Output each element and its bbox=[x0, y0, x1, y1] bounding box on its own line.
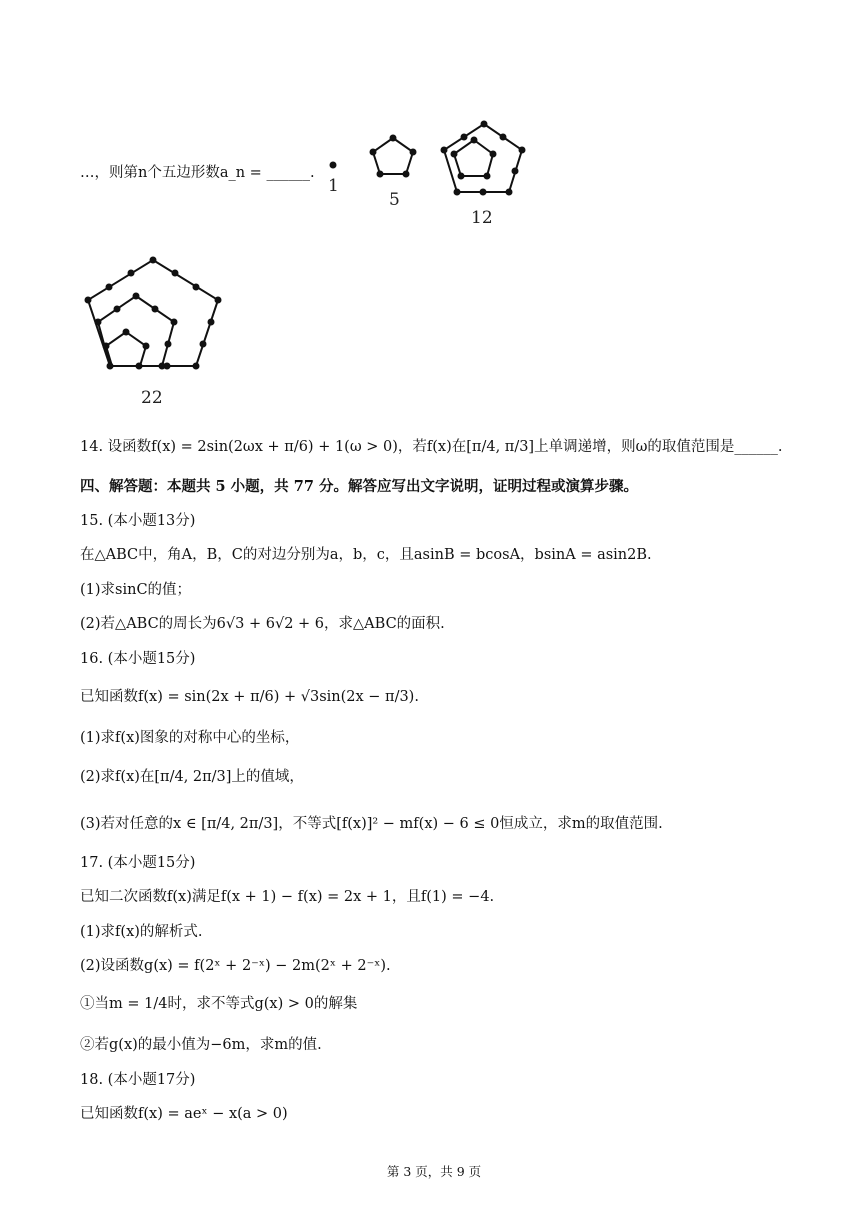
q13-tail-text: …，则第n个五边形数a_n = ______. bbox=[80, 165, 315, 181]
question-18-header: 18. (本小题17分) bbox=[80, 1072, 196, 1088]
pentagon-22-svg bbox=[78, 252, 228, 376]
question-16-part-3: (3)若对任意的x ∈ [π/4, 2π/3]，不等式[f(x)]² − mf(x) − 6 ≤ 0恒成立，求m的取值范围. bbox=[80, 816, 663, 832]
question-16-part-1: (1)求f(x)图象的对称中心的坐标， bbox=[80, 730, 300, 746]
pentagon-figure-1 bbox=[326, 158, 340, 172]
question-15-part-1: (1)求sinC的值； bbox=[80, 582, 192, 598]
question-17-part-2: (2)设函数g(x) = f(2ˣ + 2⁻ˣ) − 2m(2ˣ + 2⁻ˣ). bbox=[80, 958, 391, 974]
question-16-stem: 已知函数f(x) = sin(2x + π/6) + √3sin(2x − π/3). bbox=[80, 689, 419, 705]
pentagon-1-svg bbox=[326, 158, 340, 172]
question-16-header: 16. (本小题15分) bbox=[80, 651, 196, 667]
question-15-part-2: (2)若△ABC的周长为6√3 + 6√2 + 6，求△ABC的面积. bbox=[80, 616, 445, 632]
question-17-stem: 已知二次函数f(x)满足f(x + 1) − f(x) = 2x + 1，且f(1) = −4. bbox=[80, 889, 495, 905]
page-footer: 第 3 页，共 9 页 bbox=[386, 1164, 482, 1179]
pentagon-label-22: 22 bbox=[141, 388, 163, 408]
pentagon-label-12: 12 bbox=[471, 208, 493, 228]
section-4-header: 四、解答题：本题共 5 小题，共 77 分。解答应写出文字说明，证明过程或演算步骤。 bbox=[80, 478, 638, 495]
pentagon-figure-22 bbox=[78, 252, 228, 376]
pentagon-label-5: 5 bbox=[389, 190, 400, 210]
question-14: 14. 设函数f(x) = 2sin(2ωx + π/6) + 1(ω > 0)，若f(x)在[π/4, π/3]上单调递增，则ω的取值范围是______. bbox=[80, 439, 783, 455]
pentagon-figure-5 bbox=[365, 132, 421, 184]
question-17-part-2a: ①当m = 1/4时，求不等式g(x) > 0的解集 bbox=[80, 996, 358, 1012]
pentagon-label-1: 1 bbox=[328, 176, 339, 196]
question-15-stem: 在△ABC中，角A，B，C的对边分别为a，b，c，且asinB = bcosA，bsinA = asin2B. bbox=[80, 547, 652, 563]
question-17-part-2b: ②若g(x)的最小值为−6m，求m的值. bbox=[80, 1037, 322, 1053]
question-17-part-1: (1)求f(x)的解析式. bbox=[80, 924, 203, 940]
pentagon-figure-12 bbox=[432, 116, 534, 200]
question-17-header: 17. (本小题15分) bbox=[80, 855, 196, 871]
question-15-header: 15. (本小题13分) bbox=[80, 513, 196, 529]
question-18-stem: 已知函数f(x) = aeˣ − x(a > 0) bbox=[80, 1106, 288, 1122]
pentagon-12-svg bbox=[432, 116, 534, 200]
question-16-part-2: (2)求f(x)在[π/4, 2π/3]上的值域， bbox=[80, 769, 304, 785]
pentagon-5-svg bbox=[365, 132, 421, 184]
